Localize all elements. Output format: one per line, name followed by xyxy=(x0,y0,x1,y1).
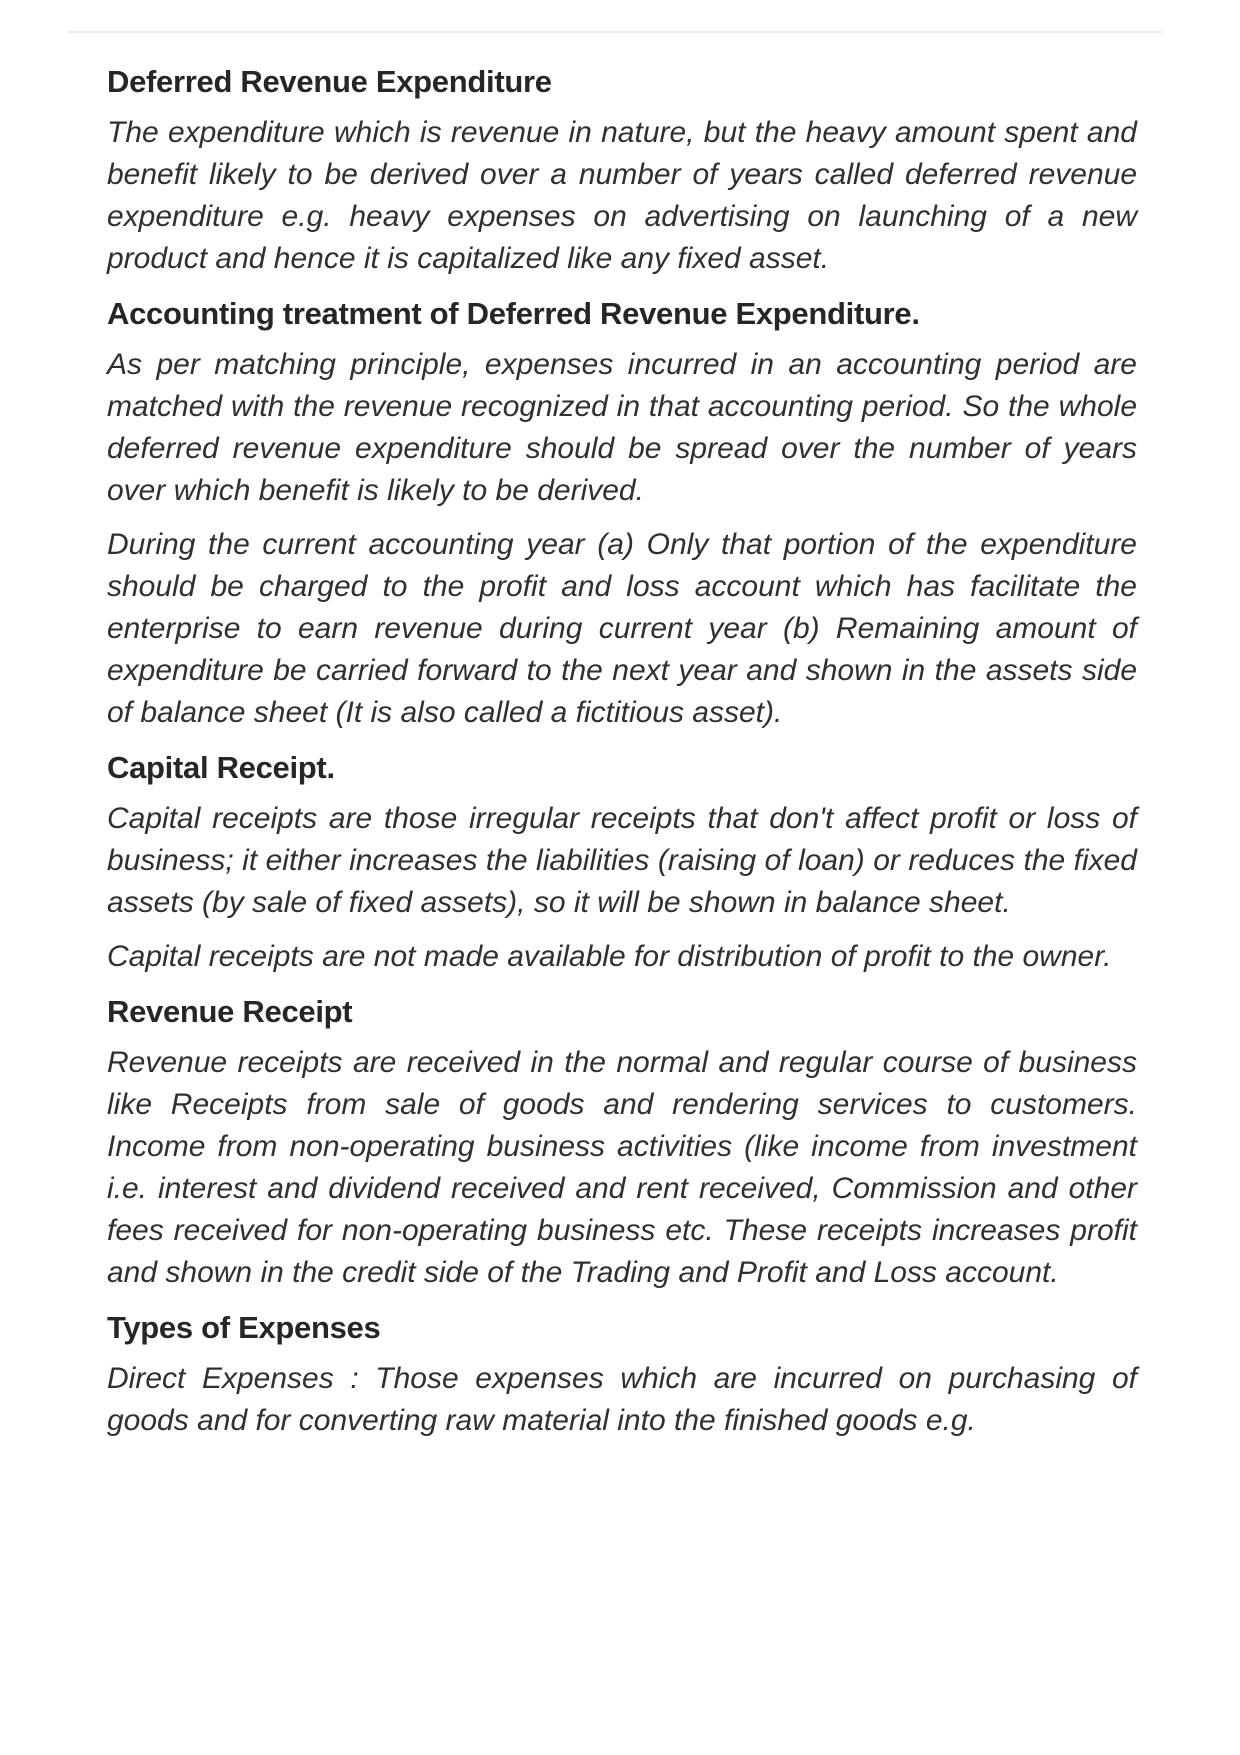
paragraph: The expenditure which is revenue in nature, but the heavy amount spent and benefit likely to be derived over a number of years called deferred revenue expenditure e.g. heavy expenses on advertising on launching of a new product and hence it is capitalized like any fixed asset. xyxy=(107,116,1137,275)
section-heading: Deferred Revenue Expenditure xyxy=(107,64,552,99)
section-capital-receipt xyxy=(107,748,1137,978)
section-heading: Revenue Receipt xyxy=(107,994,353,1029)
section-types-of-expenses xyxy=(107,1308,1137,1442)
top-divider xyxy=(68,31,1163,33)
paragraph: Direct Expenses : Those expenses which are incurred on purchasing of goods and for converting raw material into the finished goods e.g. xyxy=(107,1362,1137,1437)
section-revenue-receipt xyxy=(107,992,1137,1294)
paragraph: Capital receipts are not made available for distribution of profit to the owner. xyxy=(107,940,1112,973)
paragraph: During the current accounting year (a) Only that portion of the expenditure should be charged to the profit and loss account which has facilitate the enterprise to earn revenue during current year (b) Remaining amount of expenditure be carried forward to the next year and shown in the assets side of balance sheet (It is also called a fictitious asset). xyxy=(107,528,1137,729)
paragraph: Capital receipts are those irregular receipts that don't affect profit or loss of business; it either increases the liabilities (raising of loan) or reduces the fixed assets (by sale of fixed assets), so it will be shown in balance sheet. xyxy=(107,802,1137,919)
paragraph: Revenue receipts are received in the normal and regular course of business like Receipts from sale of goods and rendering services to customers. Income from non-operating business activities (like income from investment i.e. interest and dividend received and rent received, Commission and other fees received for non-operating business etc. These receipts increases profit and shown in the credit side of the Trading and Profit and Loss account. xyxy=(107,1046,1137,1289)
paragraph: As per matching principle, expenses incurred in an accounting period are matched with the revenue recognized in that accounting period. So the whole deferred revenue expenditure should be spread over the number of years over which benefit is likely to be derived. xyxy=(107,348,1137,507)
document-body xyxy=(107,62,1137,1454)
section-heading: Types of Expenses xyxy=(107,1310,381,1345)
section-heading: Accounting treatment of Deferred Revenue Expenditure. xyxy=(107,296,920,331)
section-heading: Capital Receipt. xyxy=(107,750,335,785)
section-accounting-treatment xyxy=(107,294,1137,734)
section-deferred-revenue-expenditure xyxy=(107,62,1137,280)
